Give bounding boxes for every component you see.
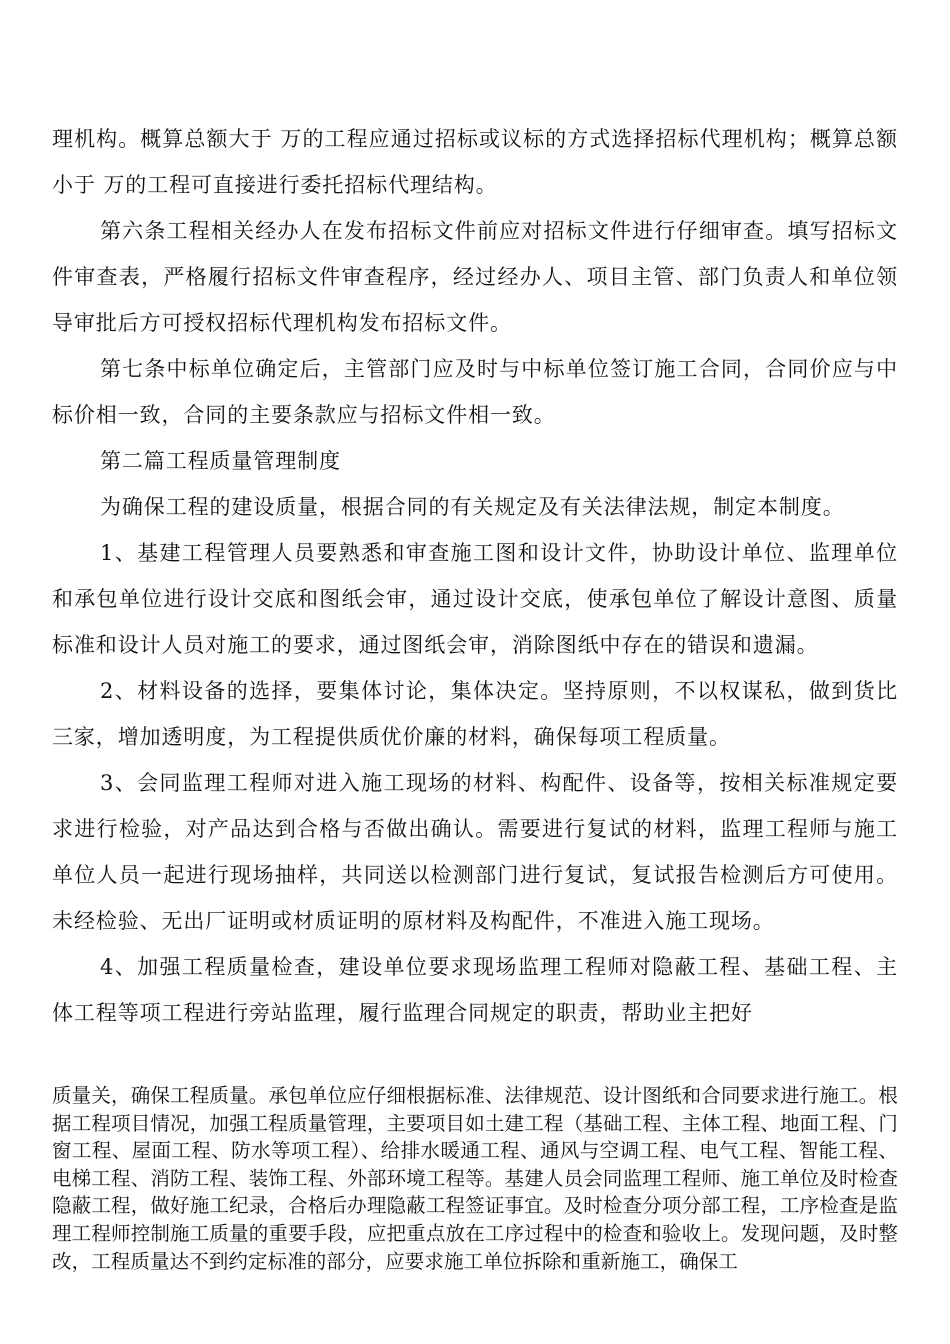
paragraph-continuation: 理机构。概算总额大于 万的工程应通过招标或议标的方式选择招标代理机构；概算总额小于 万的工程可直接进行委托招标代理结构。 xyxy=(52,127,898,197)
paragraph-item-3: 3、会同监理工程师对进入施工现场的材料、构配件、设备等，按相关标准规定要求进行检验，对产品达到合格与否做出确认。需要进行复试的材料，监理工程师与施工单位人员一起进行现场抽样，共同送以检测部门进行复试，复试报告检测后方可使用。未经检验、无出厂证明或材质证明的原材料及构配件，不准进入施工现场。 xyxy=(52,771,898,933)
paragraph-article-7: 第七条中标单位确定后，主管部门应及时与中标单位签订施工合同，合同价应与中标价相一致，合同的主要条款应与招标文件相一致。 xyxy=(52,357,898,427)
paragraph-item-2: 2、材料设备的选择，要集体讨论，集体决定。坚持原则，不以权谋私，做到货比三家，增加透明度，为工程提供质优价廉的材料，确保每项工程质量。 xyxy=(52,679,898,749)
section-heading: 第二篇工程质量管理制度 xyxy=(100,449,341,473)
lower-text-block xyxy=(52,1082,898,1275)
paragraph-item-4: 4、加强工程质量检查，建设单位要求现场监理工程师对隐蔽工程、基础工程、主体工程等项工程进行旁站监理，履行监理合同规定的职责，帮助业主把好 xyxy=(52,955,898,1025)
paragraph-intro: 为确保工程的建设质量，根据合同的有关规定及有关法律法规，制定本制度。 xyxy=(100,495,845,519)
upper-text-block xyxy=(52,116,898,1036)
paragraph-item-1: 1、基建工程管理人员要熟悉和审查施工图和设计文件，协助设计单位、监理单位和承包单位进行设计交底和图纸会审，通过设计交底，使承包单位了解设计意图、质量标准和设计人员对施工的要求，通过图纸会审，消除图纸中存在的错误和遗漏。 xyxy=(52,541,898,657)
paragraph-article-6: 第六条工程相关经办人在发布招标文件前应对招标文件进行仔细审查。填写招标文件审查表，严格履行招标文件审查程序，经过经办人、项目主管、部门负责人和单位领导审批后方可授权招标代理机构发布招标文件。 xyxy=(52,219,898,335)
paragraph-continuation-lower: 质量关，确保工程质量。承包单位应仔细根据标准、法律规范、设计图纸和合同要求进行施工。根据工程项目情况，加强工程质量管理，主要项目如土建工程（基础工程、主体工程、地面工程、门窗工程、屋面工程、防水等项工程）、给排水暖通工程、通风与空调工程、电气工程、智能工程、电梯工程、消防工程、装饰工程、外部环境工程等。基建人员会同监理工程师、施工单位及时检查隐蔽工程，做好施工纪录，合格后办理隐蔽工程签证事宜。及时检查分项分部工程，工序检查是监理工程师控制施工质量的重要手段，应把重点放在工序过程中的检查和验收上。发现问题，及时整改，工程质量达不到约定标准的部分，应要求施工单位拆除和重新施工，确保工 xyxy=(52,1084,898,1273)
